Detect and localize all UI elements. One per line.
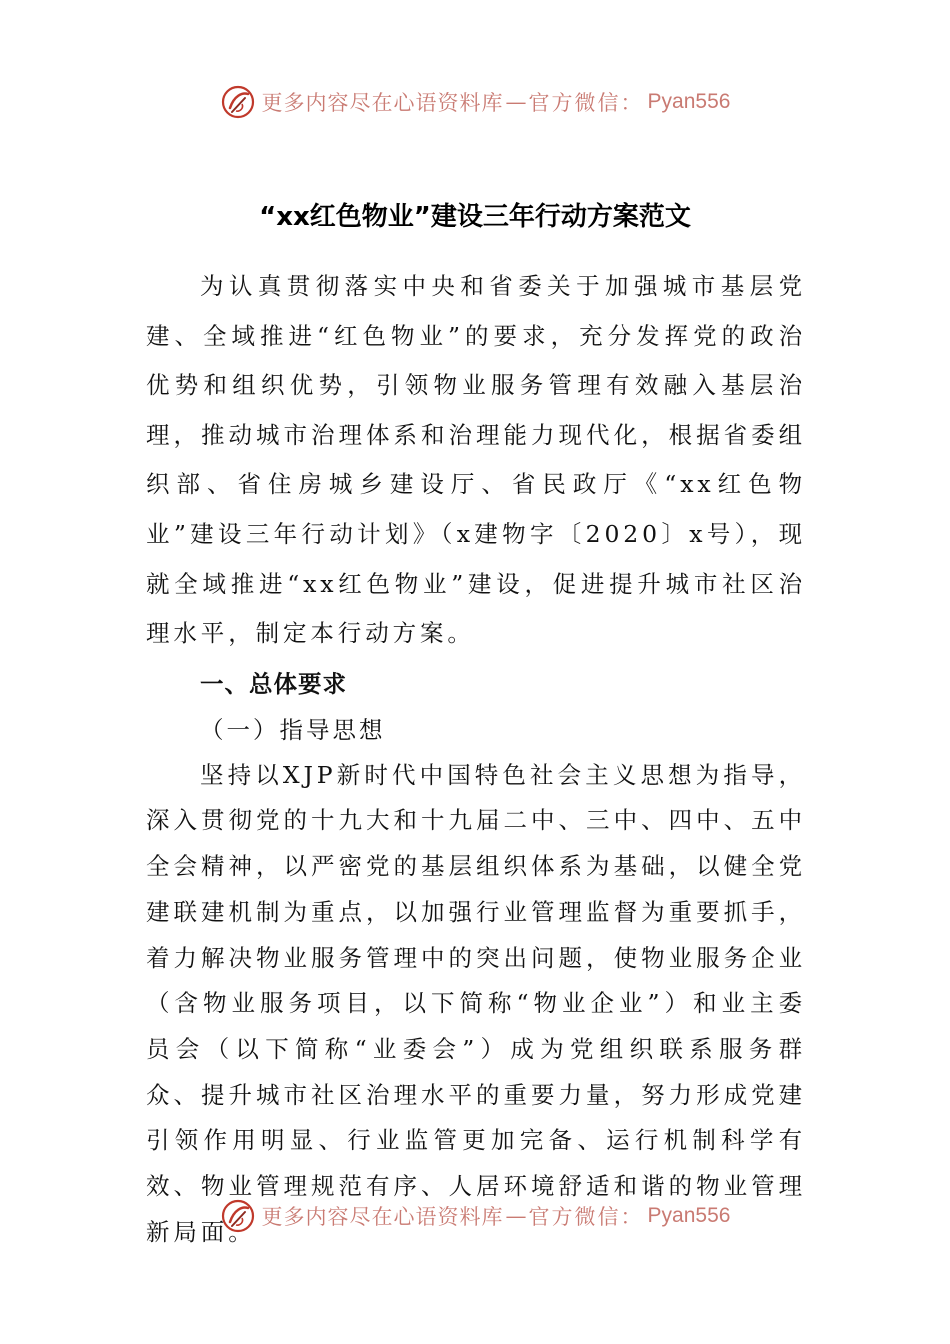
banner-official-label: 官方微信： — [528, 91, 644, 115]
banner-dash: — — [505, 90, 527, 114]
banner-text: 更多内容尽在心语资料库 — [261, 1205, 504, 1229]
banner-wechat-id: Pyan556 — [647, 90, 731, 113]
banner-dash: — — [505, 1204, 527, 1228]
section-heading: 一、总体要求 — [200, 669, 347, 698]
intro-paragraph: 为认真贯彻落实中央和省委关于加强城市基层党建、全域推进“红色物业”的要求，充分发挥党的政治优势和组织优势，引领物业服务管理有效融入基层治理，推动城市治理体系和治理能力现代化，根据省委组织部、省住房城乡建设厅、省民政厅《“xx红色物业”建设三年行动计划》（x建物字〔2020〕x号），现就全域推进“xx红色物业”建设，促进提升城市社区治理水平，制定本行动方案。 — [146, 272, 806, 648]
guiding-paragraph: 坚持以XJP新时代中国特色社会主义思想为指导，深入贯彻党的十九大和十九届二中、三中、四中、五中全会精神，以严密党的基层组织体系为基础，以健全党建联建机制为重点，以加强行业管理监督为重要抓手，着力解决物业服务管理中的突出问题，使物业服务企业（含物业服务项目，以下简称“物业企业”）和业主委员会（以下简称“业委会”）成为党组织联系服务群众、提升城市社区治理水平的重要力量，努力形成党建引领作用明显、行业监管更加完备、运行机制科学有效、物业管理规范有序、人居环境舒适和谐的物业管理新局面。 — [146, 760, 806, 1246]
banner-wechat-id: Pyan556 — [647, 1204, 731, 1227]
banner-text: 更多内容尽在心语资料库 — [261, 91, 504, 115]
banner-official-label: 官方微信： — [528, 1205, 644, 1229]
document-title: “xx红色物业”建设三年行动方案范文 — [259, 202, 691, 232]
logo-icon — [220, 1198, 256, 1234]
logo-icon — [220, 84, 256, 120]
document-body — [146, 262, 806, 1255]
subsection-heading: （一）指导思想 — [200, 715, 386, 744]
header-banner — [0, 82, 950, 122]
footer-banner — [0, 1196, 950, 1236]
